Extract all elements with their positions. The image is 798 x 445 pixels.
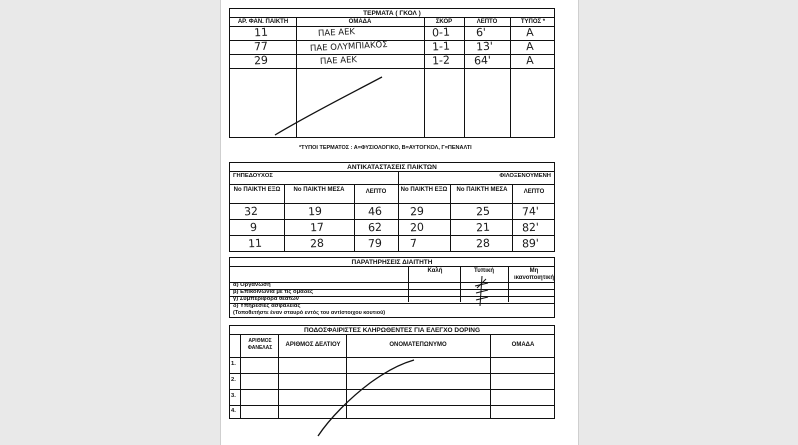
goal-row-2-type: A (525, 39, 534, 54)
sub-row-1-away-out: 29 (409, 204, 425, 219)
sub-row-2-away-out: 20 (409, 220, 425, 235)
home-col-minute: ΛΕΠΤΟ (365, 189, 387, 195)
doping-col-name: ΟΝΟΜΑΤΕΠΩΝΥΜΟ (389, 342, 447, 348)
referee-remarks-table (229, 257, 555, 318)
referee-col-bad: Μη ικανοποιητική (513, 268, 555, 281)
doping-row-2-label: 2. (231, 377, 236, 383)
home-col-in: Νο ΠΑΙΚΤΗ ΜΕΣΑ (293, 187, 345, 193)
goal-row-3-score: 1-2 (431, 53, 451, 68)
goals-col-type: ΤΥΠΟΣ * (520, 19, 546, 25)
goal-row-3-type: A (525, 53, 534, 68)
referee-col-normal: Τυπική (474, 268, 494, 274)
goal-row-1-type: A (525, 25, 534, 40)
sub-row-2-home-in: 17 (309, 220, 325, 235)
doping-col-team: ΟΜΑΔΑ (511, 342, 535, 348)
normal-rating-crosses (468, 274, 498, 308)
doping-row-3-label: 3. (231, 393, 236, 399)
goal-type-footnote: *ΤΥΠΟΙ ΤΕΡΜΑΤΟΣ : Α=ΦΥΣΙΟΛΟΓΙΚΟ, Β=ΑΥΤΟΓΚΟΛ, Γ=ΠΕΝΑΛΤΙ (299, 145, 472, 151)
doping-row-1-label: 1. (231, 361, 236, 367)
goal-row-1-number: 11 (253, 25, 269, 40)
home-col-out: Νο ΠΑΙΚΤΗ ΕΞΩ (233, 187, 281, 193)
sub-row-3-home-min: 79 (367, 236, 383, 251)
doping-cancel-stroke (310, 358, 420, 438)
home-team-label: ΓΗΠΕΔΟΥΧΟΣ (233, 173, 273, 179)
goals-title: ΤΕΡΜΑΤΑ ( ΓΚΟΛ ) (230, 9, 554, 18)
cancel-stroke (270, 69, 390, 139)
goals-table (229, 8, 555, 138)
sub-row-2-away-in: 21 (475, 220, 491, 235)
referee-title: ΠΑΡΑΤΗΡΗΣΕΙΣ ΔΙΑΙΤΗΤΗ (230, 258, 554, 267)
sub-row-3-away-in: 28 (475, 236, 491, 251)
doping-table (229, 325, 555, 419)
sub-row-2-away-min: 82' (521, 220, 540, 235)
goal-row-1-minute: 6' (475, 25, 487, 40)
referee-item-organization: α) Οργάνωση (233, 282, 271, 288)
goals-col-team: ΟΜΑΔΑ (348, 19, 372, 25)
goal-row-2-number: 77 (253, 39, 269, 54)
doping-title: ΠΟΔΟΣΦΑΙΡΙΣΤΕΣ ΚΛΗΡΩΘΕΝΤΕΣ ΓΙΑ ΕΛΕΓΧΟ DOPING (230, 326, 554, 335)
goal-row-1-score: 0-1 (431, 25, 451, 40)
match-report-sheet (220, 0, 579, 445)
sub-row-1-home-in: 19 (307, 204, 323, 219)
away-col-out: Νο ΠΑΙΚΤΗ ΕΞΩ (400, 187, 448, 193)
goal-row-3-minute: 64' (473, 53, 492, 68)
doping-row-4-label: 4. (231, 408, 236, 414)
referee-item-spectators: γ) Συμπεριφορά θεατών (233, 296, 299, 302)
referee-item-security: δ) Υπηρεσίες ασφαλείας (233, 303, 301, 309)
sub-row-3-away-out: 7 (409, 236, 418, 251)
goals-col-number: ΑΡ. ΦΑΝ. ΠΑΙΚΤΗ (237, 19, 289, 25)
away-team-label: ΦΙΛΟΞΕΝΟΥΜΕΝΗ (499, 173, 551, 179)
sub-row-3-home-in: 28 (309, 236, 325, 251)
away-col-in: Νο ΠΑΙΚΤΗ ΜΕΣΑ (456, 187, 508, 193)
sub-row-1-home-min: 46 (367, 204, 383, 219)
sub-row-2-home-min: 62 (367, 220, 383, 235)
referee-col-good: Καλή (427, 268, 443, 274)
away-col-minute: ΛΕΠΤΟ (523, 189, 545, 195)
goal-row-3-team: ΠΑΕ ΑΕΚ (319, 55, 358, 67)
substitutions-table (229, 162, 555, 252)
sub-row-1-away-in: 25 (475, 204, 491, 219)
goals-col-minute: ΛΕΠΤΟ (476, 19, 498, 25)
doping-col-jersey: ΑΡΙΘΜΟΣ ΦΑΝΕΛΑΣ (247, 338, 273, 351)
doping-col-card: ΑΡΙΘΜΟΣ ΔΕΛΤΙΟΥ (285, 342, 341, 348)
sub-row-2-home-out: 9 (249, 220, 258, 235)
sub-row-1-away-min: 74' (521, 204, 540, 219)
referee-item-communication: β) Επικοινωνία με τις ομάδες (233, 289, 313, 295)
goal-row-2-minute: 13' (475, 39, 494, 54)
sub-row-3-home-out: 11 (247, 236, 263, 251)
sub-row-1-home-out: 32 (243, 204, 259, 219)
referee-instruction: (Τοποθετήστε έναν σταυρό εντός του αντίστοιχου κουτιού) (233, 310, 386, 316)
goal-row-3-number: 29 (253, 53, 269, 68)
goal-row-2-score: 1-1 (431, 39, 451, 54)
substitutions-title: ΑΝΤΙΚΑΤΑΣΤΑΣΕΙΣ ΠΑΙΚΤΩΝ (230, 163, 554, 172)
sub-row-3-away-min: 89' (521, 236, 540, 251)
goal-row-1-team: ΠΑΕ ΑΕΚ (317, 27, 356, 39)
goal-row-2-team: ΠΑΕ ΟΛΥΜΠΙΑΚΟΣ (309, 39, 388, 55)
goals-col-score: ΣΚΟΡ (435, 19, 453, 25)
